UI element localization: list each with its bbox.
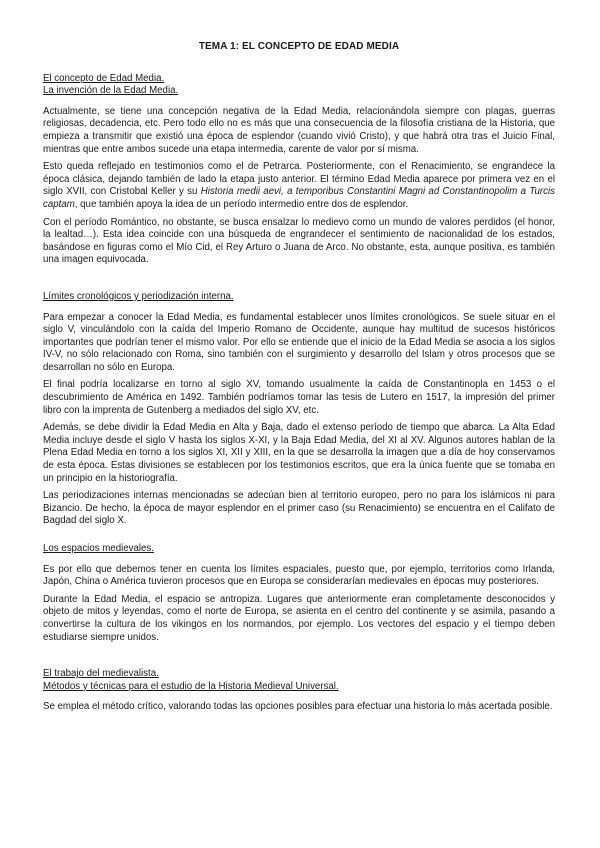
paragraph-petrarca-text-b: , que también apoya la idea de un período intermedio entre dos de esplendor. (74, 198, 409, 210)
document-title: TEMA 1: EL CONCEPTO DE EDAD MEDIA (198, 41, 400, 52)
heading-limites: Límites cronológicos y periodización interna. (43, 290, 234, 302)
paragraph-concepcion-negativa: Actualmente, se tiene una concepción negativa de la Edad Media, relacionándola siempre con plagas, guerras religiosas, decadencia, etc. Pero todo ello no es más que una consecuencia de la filosofía cristiana de la Historia, que empieza a transmitir que existió una época de esplendor (cuando vivió Cristo), y que habrá otra tras el Juicio Final, mientras que entre ambos sucede una etapa intermedia, carente de valor por sí misma. (43, 105, 555, 155)
paragraph-alta-baja: Además, se debe dividir la Edad Media en Alta y Baja, dado el extenso período de tiempo que abarca. La Alta Edad Media incluye desde el siglo V hasta los siglos X-XI, y la Baja Edad Media, del XI al XV. Algunos autores hablan de la Plena Edad Media en torno a los siglos XI, XII y XIII, en la que se desarrolla la imagen que a día de hoy conservamos de esta época. Estas divisiones se establecen por los testimonios escritos, que era la única fuente que se tomaba en un principio en la historiografía. (43, 422, 555, 484)
section-concepto-heading (43, 73, 555, 98)
heading-invencion: La invención de la Edad Media. (43, 85, 179, 97)
paragraph-petrarca-text-a: Esto queda reflejado en testimonios como el de Petrarca. Posteriormente, con el Renacimiento, se engrandece la época clásica, dejando también de lado la etapa justo anterior. El término Edad Media aparece por primera vez en el siglo XVII, con Cristobal Keller y su (43, 161, 555, 198)
heading-espacios: Los espacios medievales. (43, 543, 154, 554)
section-trabajo-heading (43, 668, 555, 693)
paragraph-antropiza: Durante la Edad Media, el espacio se antropiza. Lugares que anteriormente eran completamente desconocidos y objeto de mitos y leyendas, como el norte de Europa, se asienta en el centro del continente y se asimila, pasando a convertirse la cultura de los vikingos en los normandos, por ejemplo. Los vectores del espacio y el tiempo deben estudiarse siempre unidos. (43, 593, 555, 643)
heading-concepto: El concepto de Edad Media. (43, 72, 165, 84)
paragraph-limites-final: El final podría localizarse en torno al siglo XV, tomando usualmente la caída de Constantinopla en 1453 o el descubrimiento de América en 1492. También podríamos tomar las tesis de Lutero en 1517, la impresión del primer libro con la imprenta de Gutenberg a mediados del siglo XV, etc. (43, 379, 555, 416)
section-espacios-heading (43, 543, 555, 556)
paragraph-periodizaciones: Las periodizaciones internas mencionadas se adecúan bien al territorio europeo, pero no para los islámicos ni para Bizancio. De hecho, la época de mayor esplendor en el primer caso (su Renacimiento) se encuentra en el Califato de Bagdad del siglo X. (43, 490, 555, 527)
paragraph-metodo-critico: Se emplea el método crítico, valorando todas las opciones posibles para efectuar una historia lo más acertada posible. (43, 701, 553, 713)
paragraph-limites-inicio: Para empezar a conocer la Edad Media, es fundamental establecer unos límites cronológicos. Se suele situar en el siglo V, vinculándolo con la caída del Imperio Romano de Occidente, aunque hay multitud de sucesos históricos importantes que podrían tener el mismo valor. Por ello se entiende que el inicio de la Edad Media se asocia a los siglos IV-V, no sólo relacionado con Roma, sino también con el surgimiento y desarrollo del Islam y otros procesos que se desarrollan no sólo en Europa. (43, 311, 555, 373)
paragraph-limites-espaciales: Es por ello que debemos tener en cuenta los límites espaciales, puesto que, por ejemplo, territorios como Irlanda, Japón, China o América tuvieron procesos que en Europa se considerarían medievales en épocas muy posteriores. (43, 563, 555, 588)
document-page (43, 41, 555, 719)
paragraph-petrarca (43, 161, 555, 211)
book-title-italic: Historia medii aevi, a temporibus Constantini Magni ad Constantinopolim a Turcis captam (43, 186, 555, 210)
section-limites-heading (43, 291, 555, 304)
paragraph-romantico: Con el período Romántico, no obstante, se busca ensalzar lo medievo como un mundo de valores perdidos (el honor, la lealtad…). Esta idea coincide con una búsqueda de engrandecer el sentimiento de nacionalidad de los estados, basándose en figuras como el Mío Cid, el Rey Arturo o Juana de Arco. No obstante, esta, aunque positiva, es también una imagen equivocada. (43, 216, 555, 266)
heading-trabajo: El trabajo del medievalista. (43, 668, 159, 680)
heading-metodos: Métodos y técnicas para el estudio de la Historia Medieval Universal. (43, 680, 339, 692)
